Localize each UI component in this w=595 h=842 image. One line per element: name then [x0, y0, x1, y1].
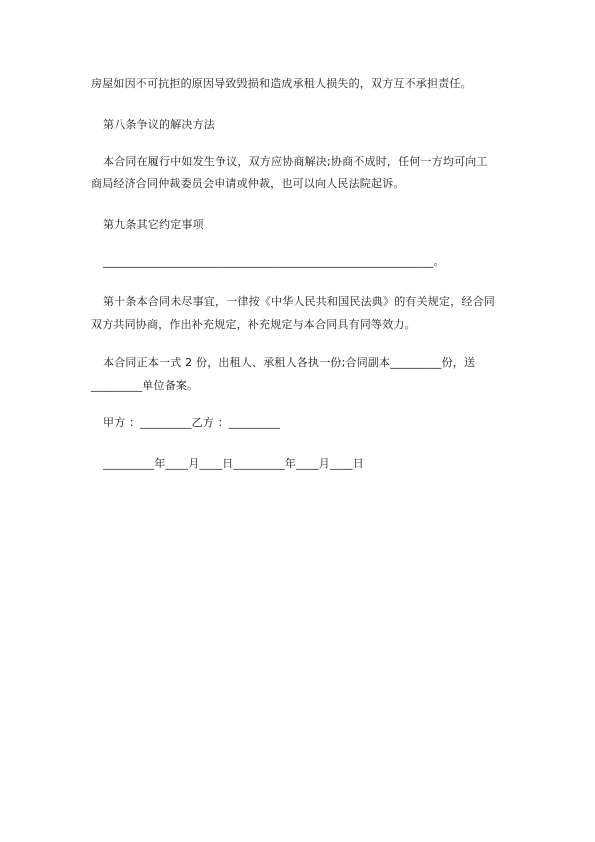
paragraph-dispute-line-2: 商局经济合同仲裁委员会申请或仲裁，也可以向人民法院起诉。: [91, 177, 405, 190]
paragraph-copies-line-2: _________单位备案。: [91, 379, 199, 392]
paragraph-copies-line-1: 本合同正本一式 2 份，出租人、承租人各执一份;合同副本_________份，送: [103, 356, 476, 369]
article-8-heading: 第八条争议的解决方法: [103, 118, 215, 131]
date-line: _________年____月____日_________年____月____日: [103, 457, 364, 470]
paragraph-article-10-line-1: 第十条本合同未尽事宜，一律按《中华人民共和国民法典》的有关规定，经合同: [103, 295, 495, 308]
paragraph-article-10-line-2: 双方共同协商，作出补充规定，补充规定与本合同具有同等效力。: [91, 318, 416, 331]
paragraph-force-majeure: 房屋如因不可抗拒的原因导致毁损和造成承租人损失的，双方互不承担责任。: [91, 77, 472, 90]
paragraph-dispute-line-1: 本合同在履行中如发生争议，双方应协商解决;协商不成时，任何一方均可向工: [103, 155, 488, 168]
article-9-heading: 第九条其它约定事项: [103, 218, 204, 231]
other-terms-blank-line: __________________________________________________________。: [103, 255, 445, 268]
signature-line: 甲方 ：_________乙方 ：_________: [103, 416, 281, 429]
